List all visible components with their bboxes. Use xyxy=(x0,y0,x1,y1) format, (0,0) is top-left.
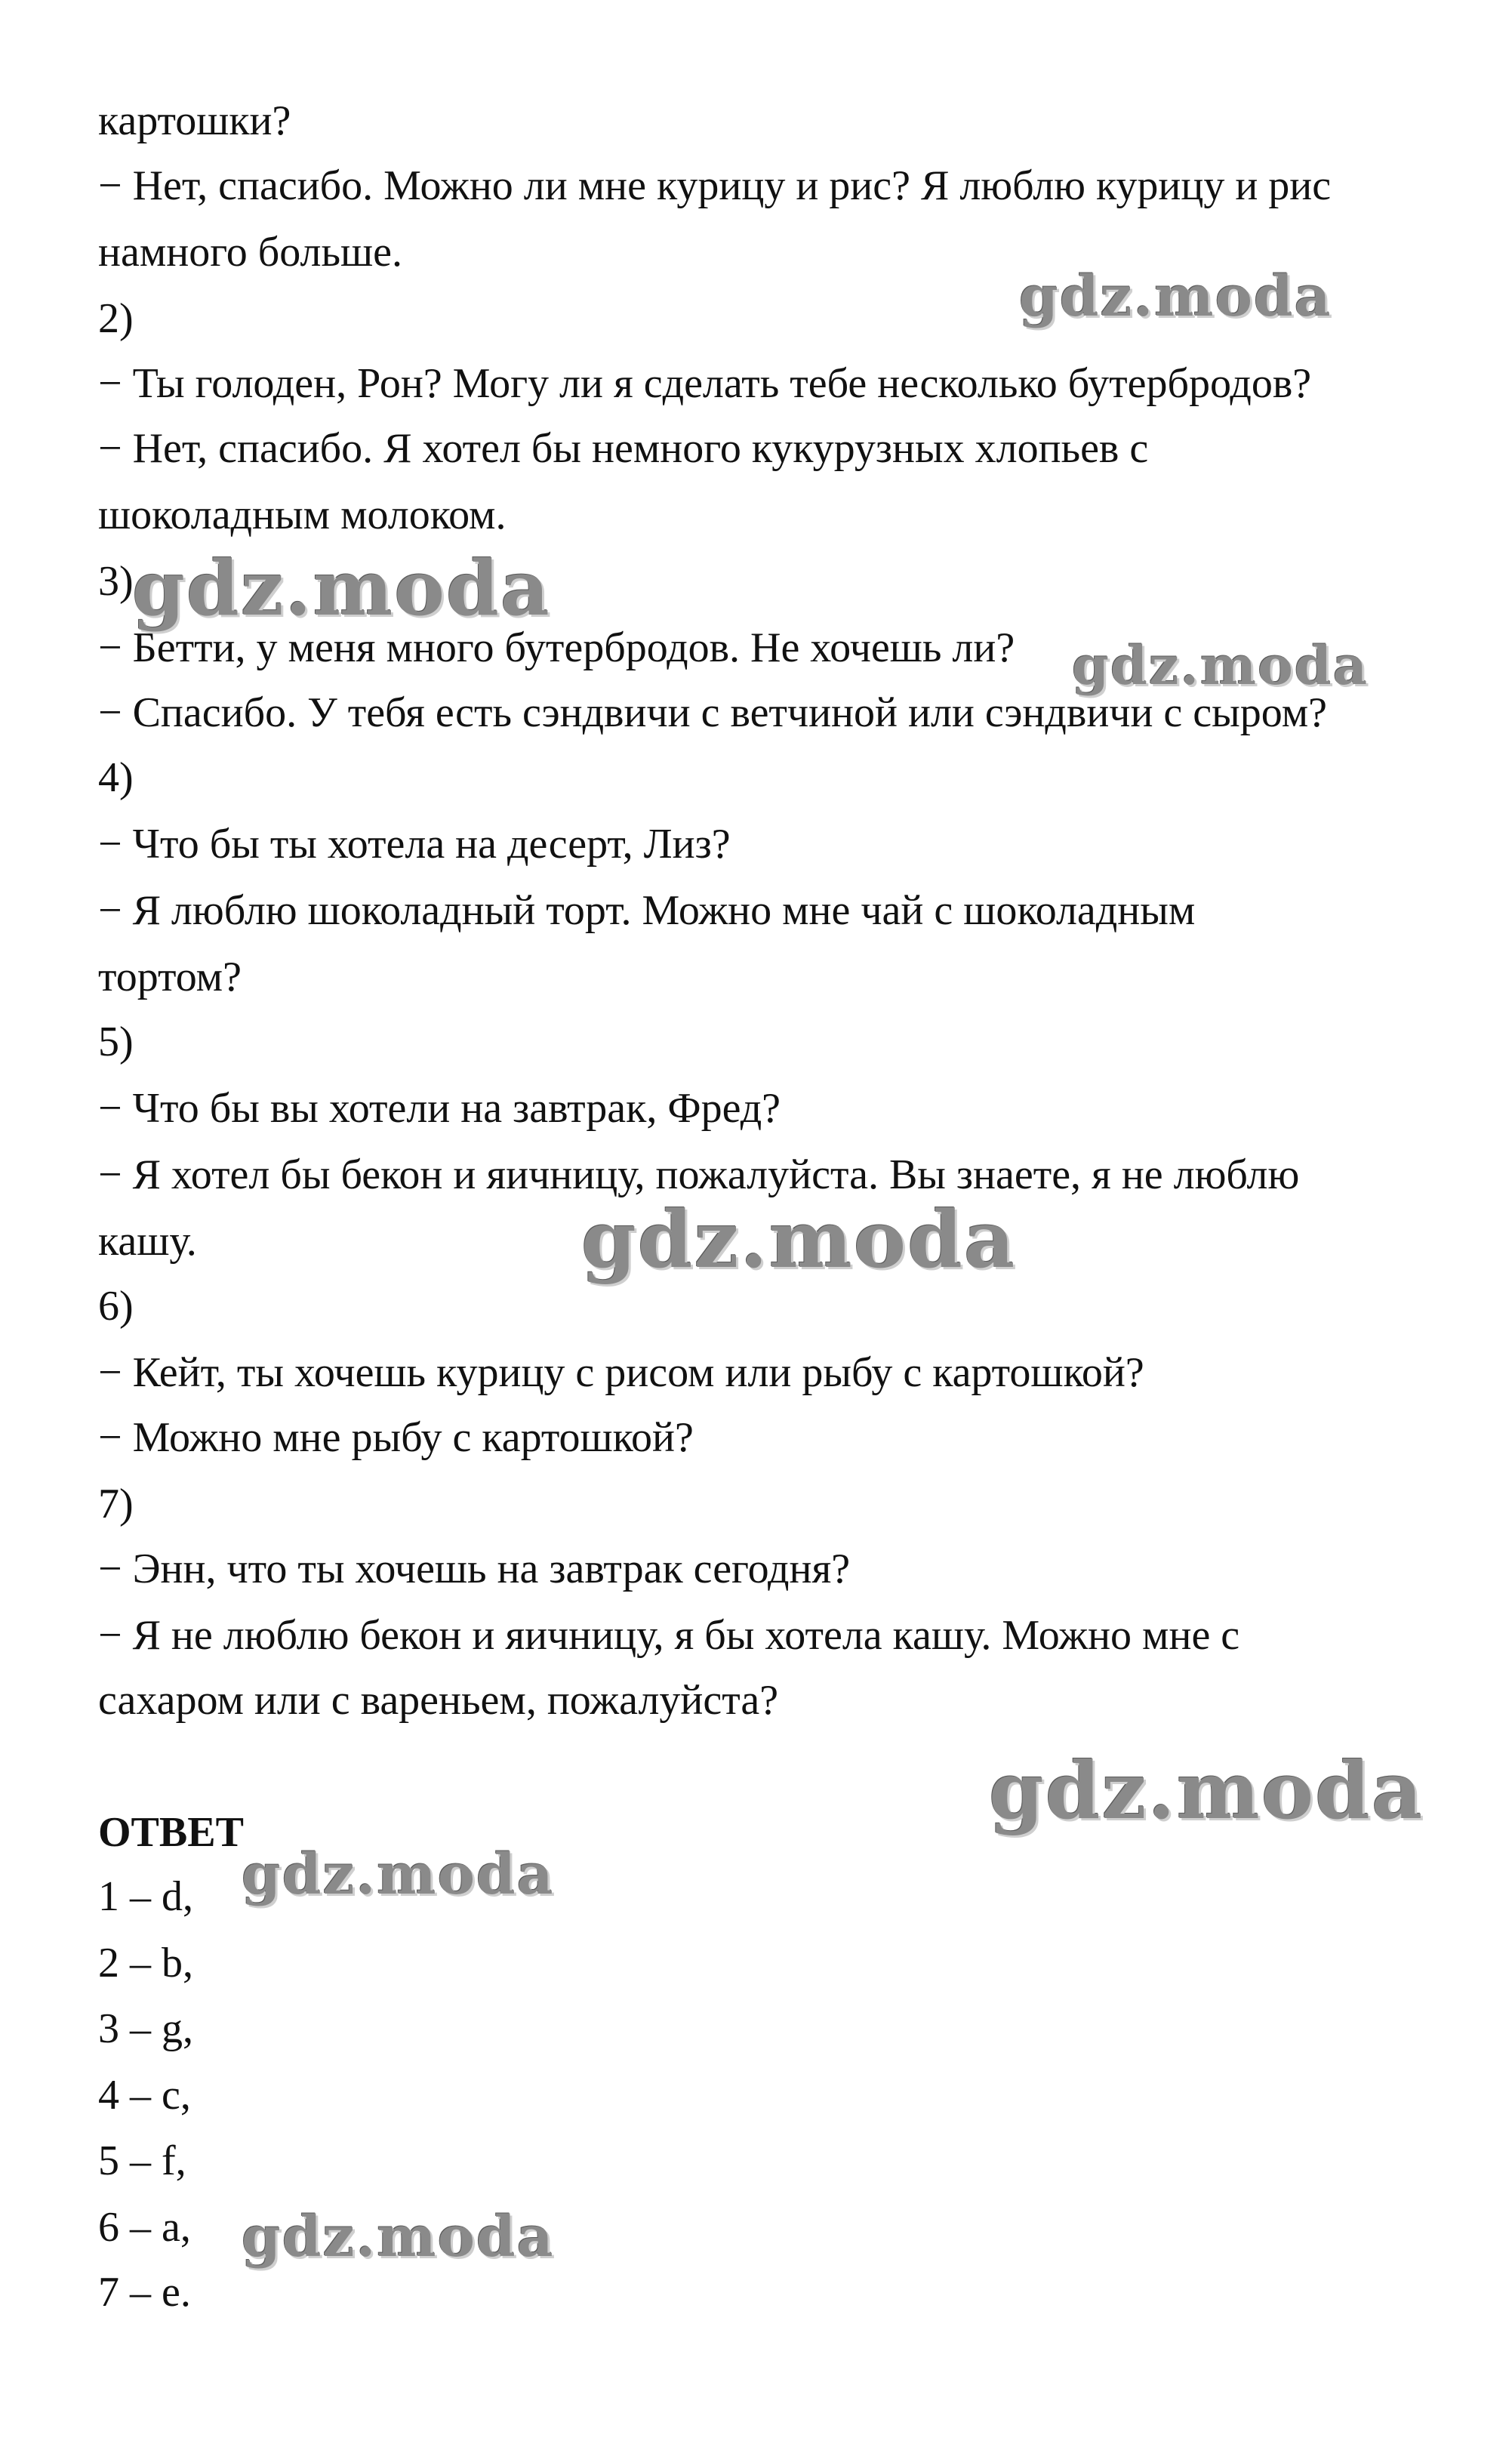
answer-item: 5 – f, xyxy=(98,2137,186,2184)
answer-item: 7 – e. xyxy=(98,2269,191,2316)
text-line: 6) xyxy=(98,1283,134,1330)
text-line: − Нет, спасибо. Я хотел бы немного кукурузных хлопьев с xyxy=(98,425,1149,472)
text-line: − Спасибо. У тебя есть сэндвичи с ветчиной или сэндвичи с сыром? xyxy=(98,689,1327,736)
watermark: gdz.moda xyxy=(581,1193,1017,1286)
text-line: − Можно мне рыбу с картошкой? xyxy=(98,1414,694,1461)
text-line: 7) xyxy=(98,1481,134,1527)
watermark: gdz.moda xyxy=(132,544,551,633)
text-line: сахаром или с вареньем, пожалуйста? xyxy=(98,1677,779,1724)
text-line: − Что бы ты хотела на десерт, Лиз? xyxy=(98,821,731,868)
text-line: − Ты голоден, Рон? Могу ли я сделать тебе несколько бутербродов? xyxy=(98,360,1312,407)
watermark: gdz.moda xyxy=(1019,264,1332,329)
watermark: gdz.moda xyxy=(989,1744,1424,1837)
text-line: тортом? xyxy=(98,954,242,1000)
text-line: картошки? xyxy=(98,97,291,144)
answer-item: 2 – b, xyxy=(98,1940,193,1986)
watermark: gdz.moda xyxy=(1072,634,1369,697)
answer-item: 1 – d, xyxy=(98,1873,193,1920)
answer-item: 4 – c, xyxy=(98,2072,191,2119)
text-line: − Я люблю шоколадный торт. Можно мне чай с шоколадным xyxy=(98,887,1196,934)
text-line: кашу. xyxy=(98,1218,197,1265)
text-line: 3) xyxy=(98,558,134,605)
text-line: 4) xyxy=(98,754,134,801)
answer-item: 6 – a, xyxy=(98,2204,191,2251)
text-line: − Энн, что ты хочешь на завтрак сегодня? xyxy=(98,1546,851,1592)
text-line: − Что бы вы хотели на завтрак, Фред? xyxy=(98,1085,781,1132)
text-line: шоколадным молоком. xyxy=(98,492,507,538)
text-line: − Я хотел бы бекон и яичницу, пожалуйста. Вы знаете, я не люблю xyxy=(98,1151,1300,1198)
text-line: 5) xyxy=(98,1019,134,1065)
text-line: − Я не люблю бекон и яичницу, я бы хотела кашу. Можно мне с xyxy=(98,1612,1240,1659)
text-line: − Кейт, ты хочешь курицу с рисом или рыбу с картошкой? xyxy=(98,1349,1144,1396)
text-line: 2) xyxy=(98,295,134,342)
text-line: намного больше. xyxy=(98,229,403,276)
watermark: gdz.moda xyxy=(242,2205,555,2270)
watermark: gdz.moda xyxy=(242,1842,555,1907)
text-line: − Нет, спасибо. Можно ли мне курицу и рис? Я люблю курицу и рис xyxy=(98,162,1332,209)
text-line: − Бетти, у меня много бутербродов. Не хочешь ли? xyxy=(98,624,1015,671)
answer-heading: ОТВЕТ xyxy=(98,1809,244,1856)
answer-item: 3 – g, xyxy=(98,2005,193,2052)
